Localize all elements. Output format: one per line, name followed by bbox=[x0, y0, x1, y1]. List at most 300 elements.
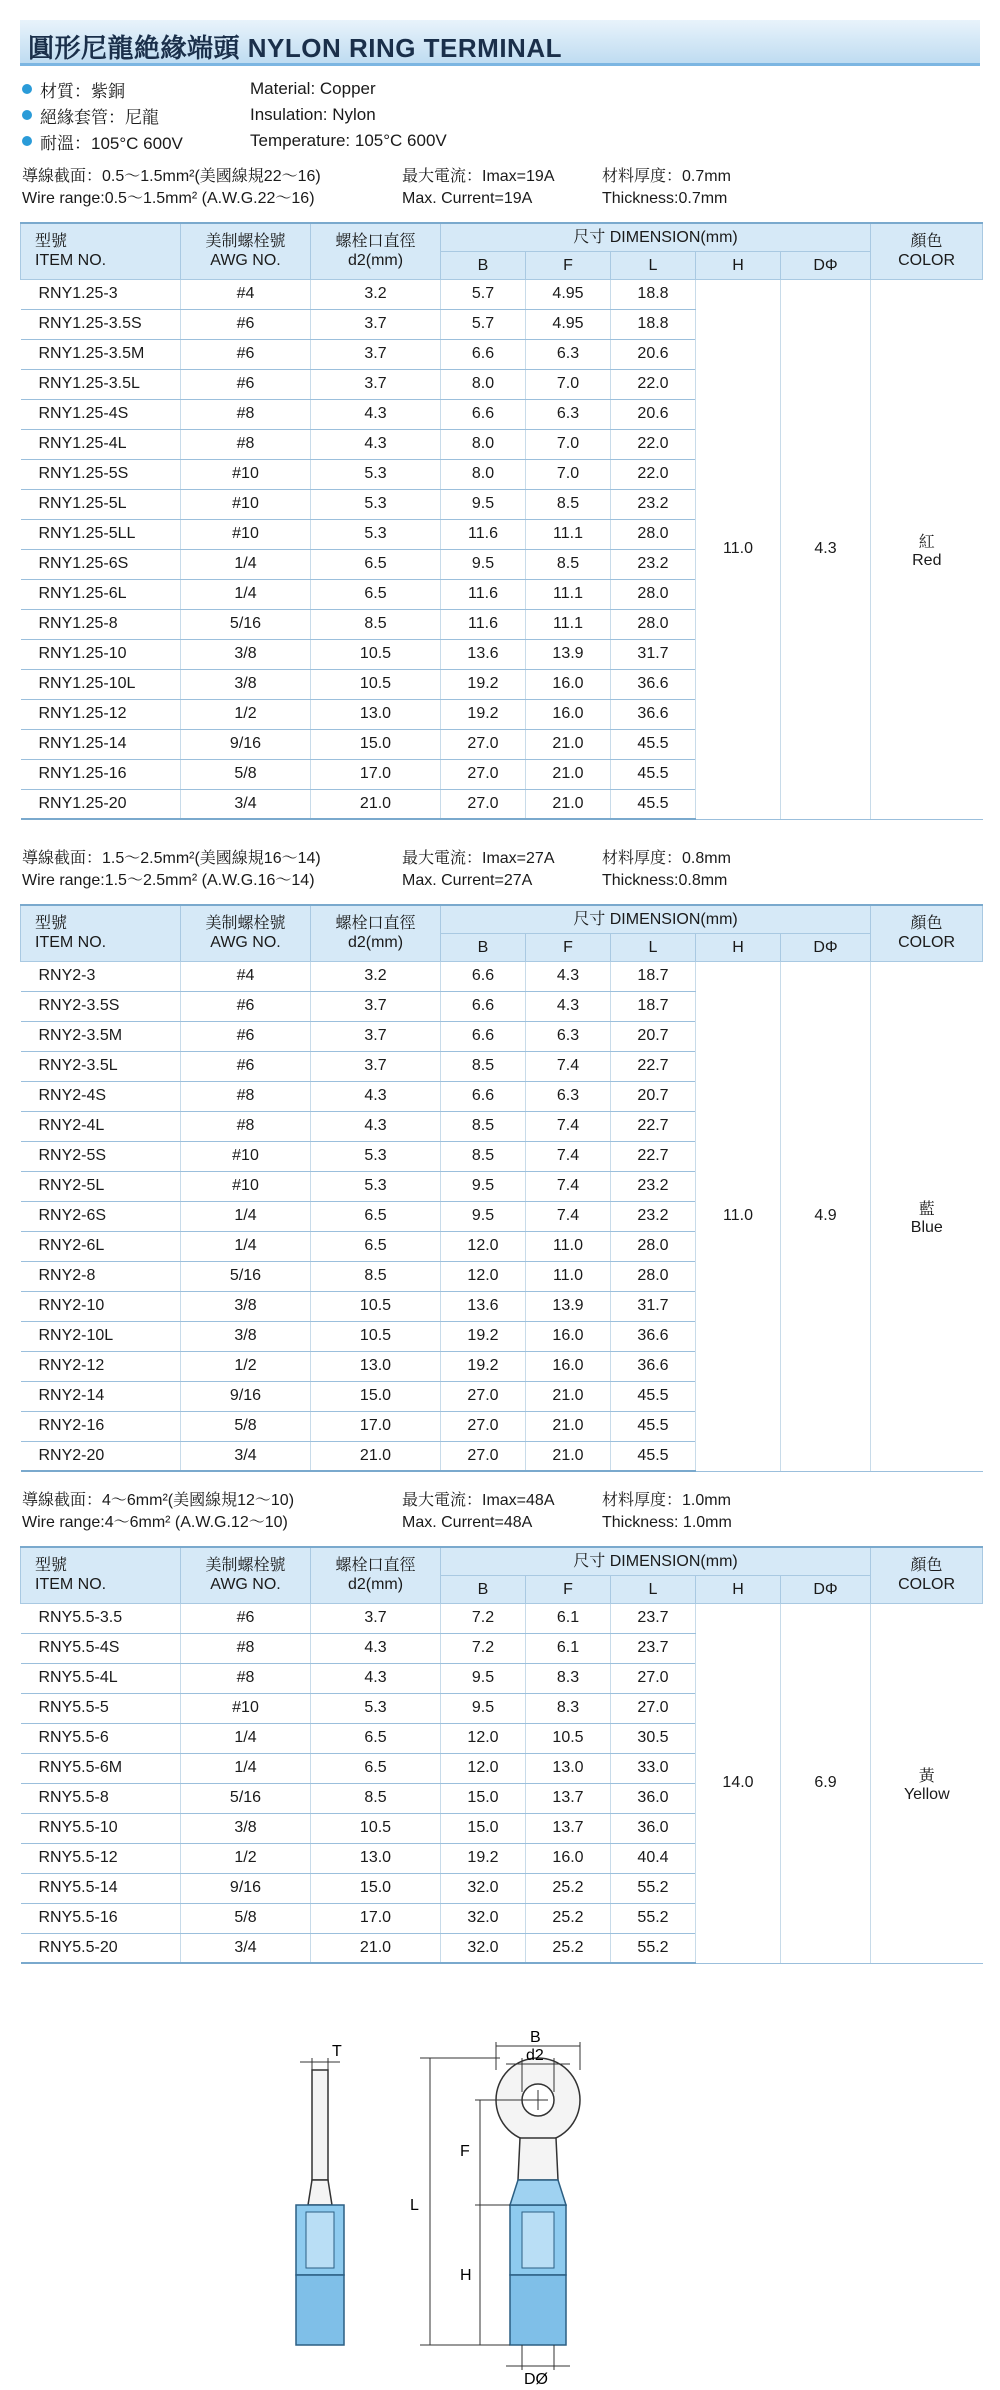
cell-f: 21.0 bbox=[526, 789, 611, 819]
cell-f: 16.0 bbox=[526, 1351, 611, 1381]
cell-d2: 5.3 bbox=[311, 519, 441, 549]
cell-f: 7.4 bbox=[526, 1141, 611, 1171]
cell-d2: 5.3 bbox=[311, 1171, 441, 1201]
cell-l: 36.6 bbox=[611, 1321, 696, 1351]
cell-l: 22.7 bbox=[611, 1111, 696, 1141]
cell-b: 8.0 bbox=[441, 459, 526, 489]
cell-awg: 1/4 bbox=[181, 1723, 311, 1753]
cell-item: RNY1.25-3.5S bbox=[21, 309, 181, 339]
cell-item: RNY2-20 bbox=[21, 1441, 181, 1471]
col-awg: 美制螺栓號 AWG NO. bbox=[181, 1547, 311, 1603]
cell-f: 16.0 bbox=[526, 1843, 611, 1873]
cell-b: 13.6 bbox=[441, 639, 526, 669]
cell-b: 9.5 bbox=[441, 1663, 526, 1693]
cell-d2: 21.0 bbox=[311, 789, 441, 819]
range-zh: 導線截面：4～6mm²(美國線規12～10) bbox=[22, 1492, 295, 1509]
cell-f: 25.2 bbox=[526, 1903, 611, 1933]
cell-item: RNY1.25-5S bbox=[21, 459, 181, 489]
cell-b: 19.2 bbox=[441, 1321, 526, 1351]
cell-item: RNY1.25-3.5L bbox=[21, 369, 181, 399]
cell-color bbox=[871, 1603, 983, 1963]
cell-item: RNY1.25-8 bbox=[21, 609, 181, 639]
cell-f: 11.0 bbox=[526, 1261, 611, 1291]
cell-d2: 6.5 bbox=[311, 1231, 441, 1261]
cell-f: 6.3 bbox=[526, 339, 611, 369]
cell-d2: 3.7 bbox=[311, 369, 441, 399]
title-bar bbox=[20, 20, 980, 66]
col-b: B bbox=[441, 933, 526, 961]
spec-zh: 材質：紫銅 bbox=[40, 81, 125, 101]
cell-d2: 17.0 bbox=[311, 1411, 441, 1441]
cell-awg: 3/8 bbox=[181, 639, 311, 669]
cell-l: 45.5 bbox=[611, 759, 696, 789]
cell-d2: 10.5 bbox=[311, 1321, 441, 1351]
thickness-zh: 材料厚度：0.8mm bbox=[602, 850, 731, 867]
col-color: 顏色 COLOR bbox=[871, 905, 983, 961]
cell-l: 22.7 bbox=[611, 1051, 696, 1081]
table-row bbox=[21, 961, 983, 991]
cell-item: RNY1.25-5LL bbox=[21, 519, 181, 549]
cell-f: 8.5 bbox=[526, 549, 611, 579]
cell-awg: 1/4 bbox=[181, 549, 311, 579]
cell-l: 28.0 bbox=[611, 609, 696, 639]
cell-l: 20.7 bbox=[611, 1081, 696, 1111]
cell-item: RNY1.25-3 bbox=[21, 279, 181, 309]
col-awg: 美制螺栓號 AWG NO. bbox=[181, 905, 311, 961]
label-t: T bbox=[332, 2043, 342, 2060]
cell-b: 6.6 bbox=[441, 399, 526, 429]
cell-b: 11.6 bbox=[441, 579, 526, 609]
col-f: F bbox=[526, 251, 611, 279]
cell-awg: 3/4 bbox=[181, 1441, 311, 1471]
cell-color bbox=[871, 279, 983, 819]
cell-awg: #8 bbox=[181, 1633, 311, 1663]
cell-awg: 5/8 bbox=[181, 759, 311, 789]
cell-b: 6.6 bbox=[441, 339, 526, 369]
cell-d2: 8.5 bbox=[311, 1261, 441, 1291]
cell-b: 12.0 bbox=[441, 1723, 526, 1753]
cell-item: RNY1.25-3.5M bbox=[21, 339, 181, 369]
cell-d2: 21.0 bbox=[311, 1933, 441, 1963]
cell-awg: #8 bbox=[181, 1663, 311, 1693]
cell-h: 11.0 bbox=[696, 279, 781, 819]
cell-l: 27.0 bbox=[611, 1693, 696, 1723]
cell-item: RNY1.25-6S bbox=[21, 549, 181, 579]
cell-awg: #6 bbox=[181, 369, 311, 399]
cell-b: 9.5 bbox=[441, 1201, 526, 1231]
cell-awg: 5/8 bbox=[181, 1903, 311, 1933]
spec-temperature bbox=[22, 128, 622, 154]
current-zh: 最大電流：Imax=27A bbox=[402, 850, 555, 867]
cell-b: 5.7 bbox=[441, 309, 526, 339]
col-item: 型號 ITEM NO. bbox=[21, 905, 181, 961]
cell-b: 8.0 bbox=[441, 369, 526, 399]
cell-f: 4.3 bbox=[526, 991, 611, 1021]
cell-b: 6.6 bbox=[441, 1021, 526, 1051]
cell-b: 27.0 bbox=[441, 1381, 526, 1411]
thickness-en: Thickness: 1.0mm bbox=[602, 1514, 732, 1531]
cell-item: RNY5.5-16 bbox=[21, 1903, 181, 1933]
cell-item: RNY1.25-20 bbox=[21, 789, 181, 819]
front-barrel bbox=[522, 2212, 554, 2268]
table-row bbox=[21, 279, 983, 309]
range-line-en bbox=[22, 870, 982, 892]
cell-l: 27.0 bbox=[611, 1663, 696, 1693]
spec-en: Insulation: Nylon bbox=[250, 105, 376, 124]
cell-d2: 5.3 bbox=[311, 1141, 441, 1171]
cell-item: RNY2-3 bbox=[21, 961, 181, 991]
cell-l: 31.7 bbox=[611, 639, 696, 669]
wire-range-info bbox=[22, 166, 982, 210]
page-title: 圓形尼龍絶緣端頭 NYLON RING TERMINAL bbox=[28, 33, 562, 63]
cell-d2: 10.5 bbox=[311, 1813, 441, 1843]
col-b: B bbox=[441, 1575, 526, 1603]
cell-d2: 8.5 bbox=[311, 1783, 441, 1813]
bullet-icon bbox=[22, 136, 32, 146]
cell-d2: 6.5 bbox=[311, 1201, 441, 1231]
cell-l: 23.7 bbox=[611, 1603, 696, 1633]
cell-l: 45.5 bbox=[611, 1411, 696, 1441]
cell-d: 4.9 bbox=[781, 961, 871, 1471]
col-d2: 螺栓口直徑 d2(mm) bbox=[311, 1547, 441, 1603]
cell-d2: 17.0 bbox=[311, 759, 441, 789]
side-sleeve-lower bbox=[296, 2275, 344, 2345]
cell-awg: 1/4 bbox=[181, 1753, 311, 1783]
range-line-zh bbox=[22, 848, 982, 870]
cell-f: 16.0 bbox=[526, 669, 611, 699]
cell-l: 36.0 bbox=[611, 1813, 696, 1843]
cell-d2: 4.3 bbox=[311, 429, 441, 459]
spec-table bbox=[20, 904, 983, 1472]
col-f: F bbox=[526, 1575, 611, 1603]
cell-d2: 3.7 bbox=[311, 309, 441, 339]
cell-f: 10.5 bbox=[526, 1723, 611, 1753]
cell-b: 12.0 bbox=[441, 1231, 526, 1261]
cell-f: 8.3 bbox=[526, 1663, 611, 1693]
spec-list bbox=[22, 76, 622, 154]
label-l: L bbox=[410, 2197, 419, 2214]
cell-f: 4.3 bbox=[526, 961, 611, 991]
cell-d2: 6.5 bbox=[311, 579, 441, 609]
cell-l: 55.2 bbox=[611, 1903, 696, 1933]
color-zh: 黃 bbox=[918, 1767, 935, 1785]
cell-item: RNY5.5-4L bbox=[21, 1663, 181, 1693]
cell-awg: #8 bbox=[181, 399, 311, 429]
cell-b: 27.0 bbox=[441, 789, 526, 819]
cell-d2: 5.3 bbox=[311, 1693, 441, 1723]
cell-d2: 4.3 bbox=[311, 1111, 441, 1141]
cell-f: 7.0 bbox=[526, 369, 611, 399]
cell-item: RNY1.25-10 bbox=[21, 639, 181, 669]
cell-awg: 5/8 bbox=[181, 1411, 311, 1441]
cell-l: 22.0 bbox=[611, 369, 696, 399]
cell-awg: 3/8 bbox=[181, 1321, 311, 1351]
spec-zh: 絕緣套管：尼龍 bbox=[40, 107, 159, 127]
cell-awg: #6 bbox=[181, 339, 311, 369]
cell-f: 21.0 bbox=[526, 759, 611, 789]
cell-awg: 3/8 bbox=[181, 1813, 311, 1843]
bullet-icon bbox=[22, 110, 32, 120]
current-zh: 最大電流：Imax=48A bbox=[402, 1492, 555, 1509]
cell-item: RNY1.25-4L bbox=[21, 429, 181, 459]
cell-awg: 1/2 bbox=[181, 699, 311, 729]
cell-awg: 3/4 bbox=[181, 789, 311, 819]
col-color: 顏色 COLOR bbox=[871, 223, 983, 279]
cell-d2: 3.7 bbox=[311, 1051, 441, 1081]
spec-table bbox=[20, 222, 983, 820]
cell-l: 23.2 bbox=[611, 1201, 696, 1231]
cell-f: 7.0 bbox=[526, 429, 611, 459]
cell-l: 22.0 bbox=[611, 459, 696, 489]
cell-item: RNY1.25-16 bbox=[21, 759, 181, 789]
cell-f: 4.95 bbox=[526, 309, 611, 339]
cell-b: 11.6 bbox=[441, 519, 526, 549]
cell-item: RNY1.25-14 bbox=[21, 729, 181, 759]
cell-d2: 4.3 bbox=[311, 1663, 441, 1693]
cell-awg: 1/2 bbox=[181, 1351, 311, 1381]
cell-d2: 13.0 bbox=[311, 699, 441, 729]
cell-b: 15.0 bbox=[441, 1813, 526, 1843]
cell-f: 21.0 bbox=[526, 1381, 611, 1411]
cell-item: RNY1.25-5L bbox=[21, 489, 181, 519]
cell-awg: 5/16 bbox=[181, 609, 311, 639]
cell-b: 6.6 bbox=[441, 961, 526, 991]
cell-l: 45.5 bbox=[611, 1381, 696, 1411]
cell-f: 4.95 bbox=[526, 279, 611, 309]
front-neck bbox=[518, 2138, 558, 2180]
cell-f: 7.4 bbox=[526, 1201, 611, 1231]
cell-l: 20.7 bbox=[611, 1021, 696, 1051]
col-f: F bbox=[526, 933, 611, 961]
thickness-zh: 材料厚度：1.0mm bbox=[602, 1492, 731, 1509]
col-dimension: 尺寸 DIMENSION(mm) bbox=[441, 905, 871, 933]
cell-b: 27.0 bbox=[441, 759, 526, 789]
cell-f: 11.1 bbox=[526, 519, 611, 549]
cell-f: 6.3 bbox=[526, 1081, 611, 1111]
cell-item: RNY5.5-4S bbox=[21, 1633, 181, 1663]
cell-b: 8.5 bbox=[441, 1051, 526, 1081]
cell-f: 13.7 bbox=[526, 1813, 611, 1843]
cell-l: 18.7 bbox=[611, 961, 696, 991]
cell-awg: 1/2 bbox=[181, 1843, 311, 1873]
cell-f: 6.1 bbox=[526, 1603, 611, 1633]
cell-item: RNY2-6S bbox=[21, 1201, 181, 1231]
cell-b: 19.2 bbox=[441, 1843, 526, 1873]
cell-item: RNY5.5-10 bbox=[21, 1813, 181, 1843]
cell-b: 6.6 bbox=[441, 1081, 526, 1111]
cell-awg: #8 bbox=[181, 1111, 311, 1141]
cell-item: RNY2-5L bbox=[21, 1171, 181, 1201]
cell-l: 33.0 bbox=[611, 1753, 696, 1783]
label-d2: d2 bbox=[526, 2047, 544, 2064]
cell-f: 7.4 bbox=[526, 1171, 611, 1201]
cell-f: 8.5 bbox=[526, 489, 611, 519]
table-row bbox=[21, 1603, 983, 1633]
thickness-en: Thickness:0.7mm bbox=[602, 190, 728, 207]
cell-awg: #6 bbox=[181, 1051, 311, 1081]
cell-item: RNY2-14 bbox=[21, 1381, 181, 1411]
spec-insulation bbox=[22, 102, 622, 128]
cell-item: RNY2-5S bbox=[21, 1141, 181, 1171]
spec-en: Material: Copper bbox=[250, 79, 376, 98]
cell-f: 7.4 bbox=[526, 1051, 611, 1081]
cell-d2: 3.2 bbox=[311, 279, 441, 309]
cell-l: 20.6 bbox=[611, 399, 696, 429]
col-l: L bbox=[611, 251, 696, 279]
col-l: L bbox=[611, 933, 696, 961]
cell-d2: 21.0 bbox=[311, 1441, 441, 1471]
cell-f: 16.0 bbox=[526, 699, 611, 729]
cell-awg: #8 bbox=[181, 429, 311, 459]
cell-b: 8.5 bbox=[441, 1141, 526, 1171]
cell-d2: 6.5 bbox=[311, 549, 441, 579]
current-zh: 最大電流：Imax=19A bbox=[402, 168, 555, 185]
spec-zh: 耐溫：105°C 600V bbox=[40, 133, 183, 153]
label-b: B bbox=[530, 2030, 541, 2046]
cell-f: 6.3 bbox=[526, 1021, 611, 1051]
cell-item: RNY5.5-8 bbox=[21, 1783, 181, 1813]
cell-l: 20.6 bbox=[611, 339, 696, 369]
cell-item: RNY5.5-12 bbox=[21, 1843, 181, 1873]
front-sleeve-lower bbox=[510, 2275, 566, 2345]
cell-item: RNY2-4S bbox=[21, 1081, 181, 1111]
cell-awg: 9/16 bbox=[181, 1381, 311, 1411]
cell-l: 28.0 bbox=[611, 519, 696, 549]
cell-d2: 13.0 bbox=[311, 1351, 441, 1381]
cell-b: 9.5 bbox=[441, 1693, 526, 1723]
cell-f: 13.0 bbox=[526, 1753, 611, 1783]
color-en: Blue bbox=[910, 1218, 943, 1236]
cell-awg: #6 bbox=[181, 309, 311, 339]
cell-b: 27.0 bbox=[441, 1411, 526, 1441]
cell-f: 13.7 bbox=[526, 1783, 611, 1813]
color-zh: 紅 bbox=[918, 533, 935, 551]
cell-d: 4.3 bbox=[781, 279, 871, 819]
range-line-zh bbox=[22, 166, 982, 188]
cell-f: 11.0 bbox=[526, 1231, 611, 1261]
cell-item: RNY2-10L bbox=[21, 1321, 181, 1351]
cell-l: 36.6 bbox=[611, 1351, 696, 1381]
col-d: DΦ bbox=[781, 933, 871, 961]
spec-en: Temperature: 105°C 600V bbox=[250, 131, 447, 150]
cell-l: 30.5 bbox=[611, 1723, 696, 1753]
cell-awg: #6 bbox=[181, 1603, 311, 1633]
cell-awg: #4 bbox=[181, 279, 311, 309]
cell-l: 36.6 bbox=[611, 699, 696, 729]
cell-awg: 5/16 bbox=[181, 1783, 311, 1813]
cell-b: 32.0 bbox=[441, 1903, 526, 1933]
col-awg: 美制螺栓號 AWG NO. bbox=[181, 223, 311, 279]
cell-b: 27.0 bbox=[441, 729, 526, 759]
side-view bbox=[296, 2043, 344, 2345]
cell-item: RNY1.25-4S bbox=[21, 399, 181, 429]
cell-b: 32.0 bbox=[441, 1933, 526, 1963]
label-f: F bbox=[460, 2143, 470, 2160]
cell-item: RNY5.5-5 bbox=[21, 1693, 181, 1723]
col-h: H bbox=[696, 251, 781, 279]
front-view bbox=[410, 2030, 580, 2385]
cell-awg: 3/8 bbox=[181, 1291, 311, 1321]
cell-awg: 1/4 bbox=[181, 579, 311, 609]
terminal-diagram bbox=[270, 2030, 670, 2385]
range-line-en bbox=[22, 1512, 982, 1534]
cell-awg: 3/8 bbox=[181, 669, 311, 699]
col-l: L bbox=[611, 1575, 696, 1603]
cell-item: RNY5.5-3.5 bbox=[21, 1603, 181, 1633]
col-d: DΦ bbox=[781, 1575, 871, 1603]
cell-d2: 8.5 bbox=[311, 609, 441, 639]
cell-l: 18.8 bbox=[611, 279, 696, 309]
cell-f: 21.0 bbox=[526, 729, 611, 759]
range-en: Wire range:0.5～1.5mm² (A.W.G.22～16) bbox=[22, 190, 315, 207]
col-item: 型號 ITEM NO. bbox=[21, 1547, 181, 1603]
cell-awg: #4 bbox=[181, 961, 311, 991]
cell-b: 8.5 bbox=[441, 1111, 526, 1141]
cell-item: RNY1.25-12 bbox=[21, 699, 181, 729]
current-en: Max. Current=19A bbox=[402, 190, 533, 207]
col-h: H bbox=[696, 1575, 781, 1603]
thickness-en: Thickness:0.8mm bbox=[602, 872, 728, 889]
cell-awg: 5/16 bbox=[181, 1261, 311, 1291]
side-tongue bbox=[312, 2070, 328, 2180]
cell-item: RNY2-4L bbox=[21, 1111, 181, 1141]
cell-f: 13.9 bbox=[526, 639, 611, 669]
cell-item: RNY5.5-6M bbox=[21, 1753, 181, 1783]
cell-d2: 10.5 bbox=[311, 639, 441, 669]
cell-d2: 15.0 bbox=[311, 1873, 441, 1903]
cell-b: 5.7 bbox=[441, 279, 526, 309]
cell-d2: 3.7 bbox=[311, 1021, 441, 1051]
current-en: Max. Current=48A bbox=[402, 1514, 533, 1531]
cell-b: 11.6 bbox=[441, 609, 526, 639]
range-en: Wire range:4～6mm² (A.W.G.12～10) bbox=[22, 1514, 288, 1531]
cell-b: 9.5 bbox=[441, 549, 526, 579]
range-zh: 導線截面：1.5～2.5mm²(美國線規16～14) bbox=[22, 850, 321, 867]
cell-b: 15.0 bbox=[441, 1783, 526, 1813]
color-en: Red bbox=[912, 551, 942, 569]
cell-awg: 9/16 bbox=[181, 729, 311, 759]
cell-awg: 1/4 bbox=[181, 1201, 311, 1231]
cell-f: 11.1 bbox=[526, 579, 611, 609]
cell-item: RNY5.5-6 bbox=[21, 1723, 181, 1753]
cell-b: 9.5 bbox=[441, 1171, 526, 1201]
cell-l: 45.5 bbox=[611, 1441, 696, 1471]
cell-d2: 10.5 bbox=[311, 669, 441, 699]
cell-b: 12.0 bbox=[441, 1261, 526, 1291]
cell-item: RNY2-12 bbox=[21, 1351, 181, 1381]
bullet-icon bbox=[22, 84, 32, 94]
cell-awg: 1/4 bbox=[181, 1231, 311, 1261]
cell-awg: #10 bbox=[181, 1171, 311, 1201]
cell-color bbox=[871, 961, 983, 1471]
cell-awg: #10 bbox=[181, 489, 311, 519]
cell-h: 14.0 bbox=[696, 1603, 781, 1963]
cell-d2: 17.0 bbox=[311, 1903, 441, 1933]
cell-d2: 3.7 bbox=[311, 339, 441, 369]
cell-l: 40.4 bbox=[611, 1843, 696, 1873]
cell-awg: #10 bbox=[181, 519, 311, 549]
col-dimension: 尺寸 DIMENSION(mm) bbox=[441, 1547, 871, 1575]
cell-l: 55.2 bbox=[611, 1933, 696, 1963]
cell-awg: #10 bbox=[181, 459, 311, 489]
cell-item: RNY2-16 bbox=[21, 1411, 181, 1441]
cell-d2: 13.0 bbox=[311, 1843, 441, 1873]
spec-table bbox=[20, 1546, 983, 1964]
cell-l: 36.0 bbox=[611, 1783, 696, 1813]
cell-item: RNY5.5-14 bbox=[21, 1873, 181, 1903]
range-line-en bbox=[22, 188, 982, 210]
col-dimension: 尺寸 DIMENSION(mm) bbox=[441, 223, 871, 251]
